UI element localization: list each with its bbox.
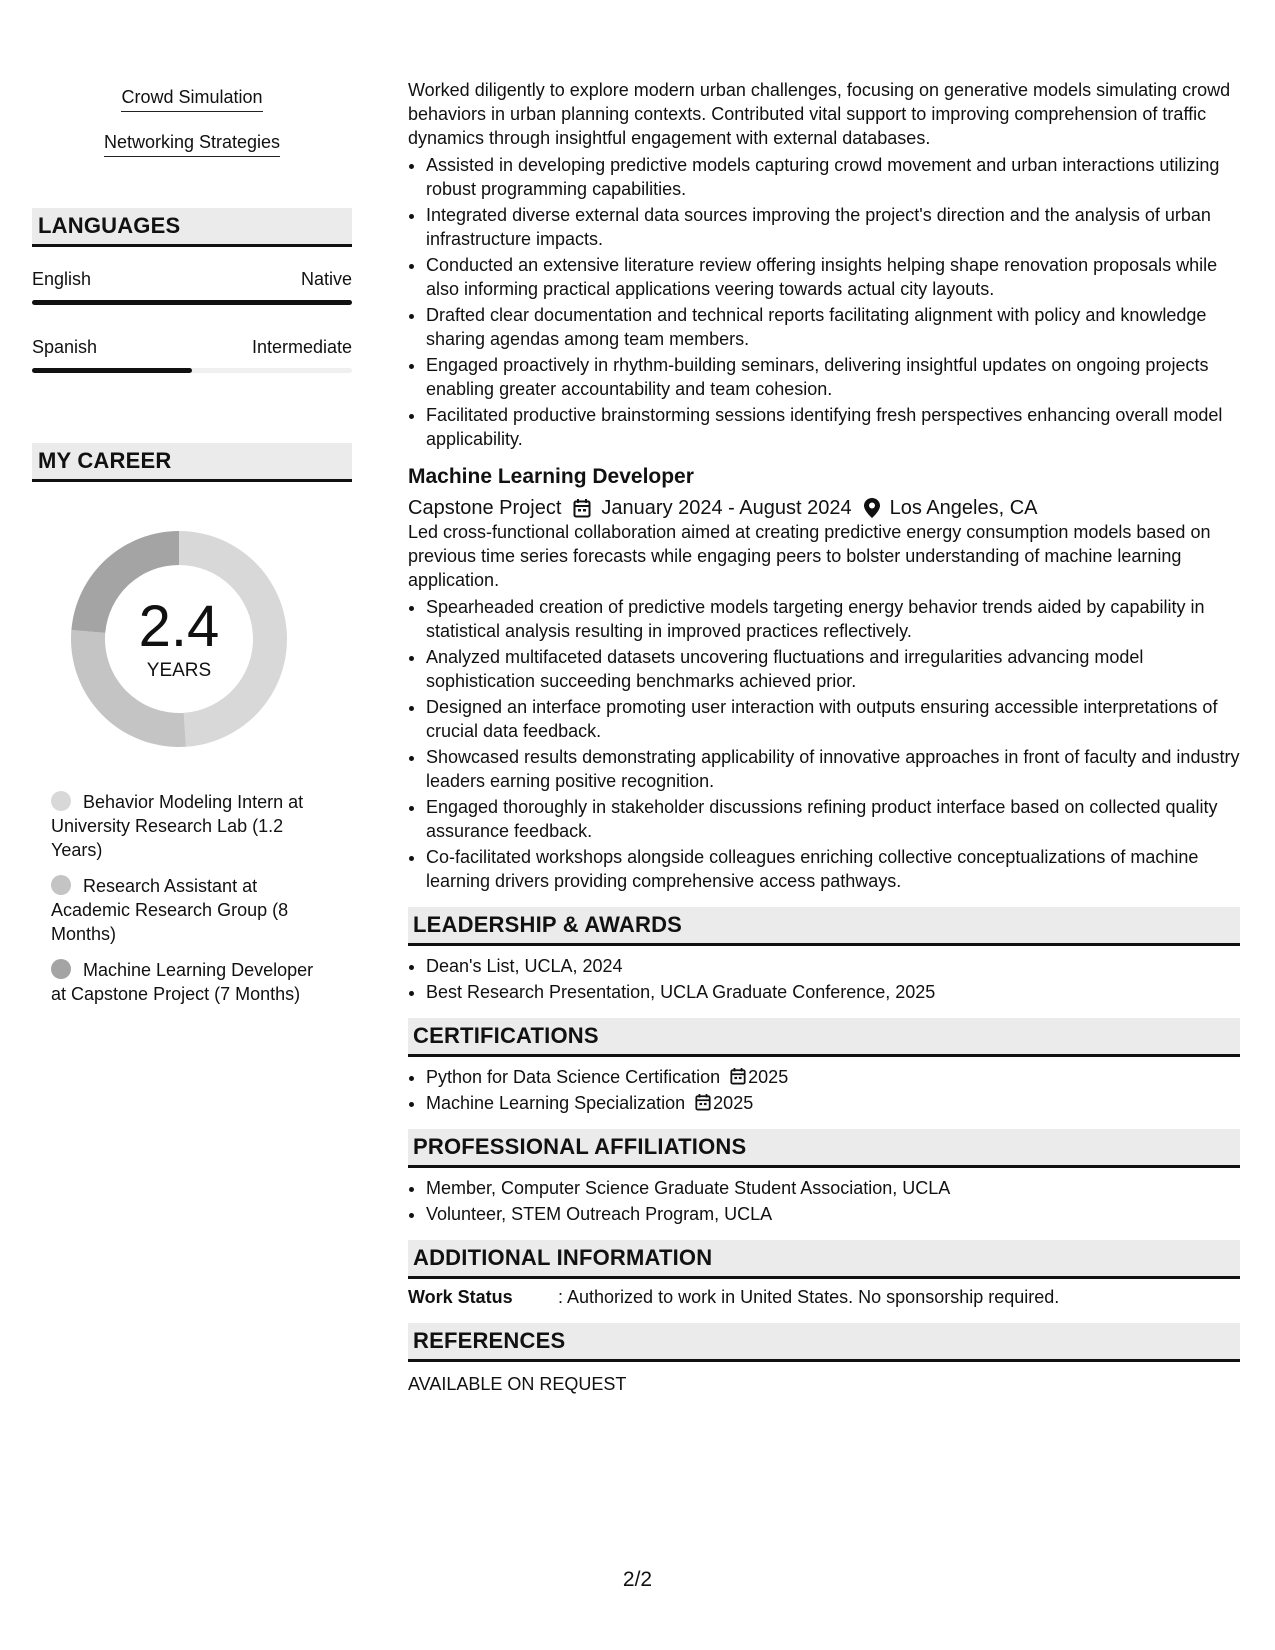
career-heading: MY CAREER [32,443,352,482]
award-item: • Best Research Presentation, UCLA Graduate Conference, 2025 [426,980,1240,1004]
affiliations-section [408,1129,1240,1226]
references-section [408,1323,1240,1396]
calendar-icon [730,1067,746,1085]
bullet-item: • Showcased results demonstrating applicability of innovative approaches in front of faculty and industry leaders earning positive recognition. [426,745,1240,793]
language-level: Native [300,269,352,289]
calendar-icon [573,498,591,518]
bullet-item: • Analyzed multifaceted datasets uncovering fluctuations and irregularities advancing model sophistication succeeding benchmarks achieved prior. [426,645,1240,693]
additional-info-section [408,1240,1240,1309]
job-location: Los Angeles, CA [889,497,1038,519]
affiliation-item: • Volunteer, STEM Outreach Program, UCLA [426,1202,1240,1226]
award-item: • Dean's List, UCLA, 2024 [426,954,1240,978]
legend-item [51,958,331,1006]
bullet-item: • Co-facilitated workshops alongside colleagues enriching collective conceptualizations of machine learning drivers providing comprehensive access pathways. [426,845,1240,893]
certifications-heading: CERTIFICATIONS [408,1018,1240,1057]
legend-item [51,874,331,946]
leadership-section [408,907,1240,1004]
affiliation-item: • Member, Computer Science Graduate Student Association, UCLA [426,1176,1240,1200]
legend-dot-icon [51,791,71,811]
right-column [408,78,1240,1396]
legend-dot-icon [51,959,71,979]
job-meta [408,496,1240,520]
languages-heading: LANGUAGES [32,208,352,247]
bullet-item: • Integrated diverse external data sources improving the project's direction and the analysis of urban infrastructure impacts. [426,203,1240,251]
legend-label: Behavior Modeling Intern at University Research Lab (1.2 Years) [51,792,304,860]
legend-label: Machine Learning Developer at Capstone Project (7 Months) [51,960,314,1004]
legend-label: Research Assistant at Academic Research Group (8 Months) [51,876,289,944]
bullet-item: • Engaged thoroughly in stakeholder discussions refining product interface based on collected quality assurance feedback. [426,795,1240,843]
language-bar-fill [32,368,192,373]
language-name: English [32,269,92,289]
certifications-section [408,1018,1240,1115]
leadership-heading: LEADERSHIP & AWARDS [408,907,1240,946]
language-name: Spanish [32,337,98,357]
job-dates: January 2024 - August 2024 [601,497,852,519]
language-bar [32,368,352,373]
bullet-item: • Designed an interface promoting user interaction with outputs ensuring accessible interpretations of crucial data feedback. [426,695,1240,743]
bullet-item: • Conducted an extensive literature review offering insights helping shape renovation proposals while also informing practical applications veering towards actual city layouts. [426,253,1240,301]
legend-dot-icon [51,875,71,895]
calendar-icon [695,1093,711,1111]
experience-intro: Worked diligently to explore modern urban challenges, focusing on generative models simulating crowd behaviors in urban planning contexts. Contributed vital support to improving comprehension of traffic dynamics through insightful engagement with external databases. [408,80,1231,148]
certification-item [426,1065,1240,1089]
certification-name: Machine Learning Specialization [426,1093,686,1113]
work-status-label: Work Status [408,1287,513,1307]
language-spanish [32,337,352,373]
bullet-item: • Engaged proactively in rhythm-building seminars, delivering insightful updates on ongoing projects enabling greater accountability and team cohesion. [426,353,1240,401]
additional-info-heading: ADDITIONAL INFORMATION [408,1240,1240,1279]
language-bar-fill [32,300,352,305]
job-company: Capstone Project [408,497,562,519]
interest-item: Crowd Simulation [121,87,262,112]
interests-list [32,78,352,168]
certification-item [426,1091,1240,1115]
career-donut-chart [64,524,294,754]
work-status-row [408,1285,1240,1309]
job-bullets [408,595,1240,893]
job-description: Led cross-functional collaboration aimed at creating predictive energy consumption models based on previous time series forecasts while engaging peers to bolster understanding of machine learning application. [408,522,1211,590]
references-heading: REFERENCES [408,1323,1240,1362]
references-text: AVAILABLE ON REQUEST [408,1374,627,1394]
language-bar [32,300,352,305]
career-total: 2.4 [138,594,220,659]
legend-item [51,790,331,862]
bullet-item: • Drafted clear documentation and technical reports facilitating alignment with policy and knowledge sharing agendas among team members. [426,303,1240,351]
experience-bullets [408,153,1240,451]
interest-item: Networking Strategies [104,132,280,157]
location-pin-icon [864,498,880,518]
language-level: Intermediate [251,337,352,357]
language-english [32,269,352,305]
career-unit: YEARS [146,660,212,681]
career-legend [51,790,331,1006]
affiliations-heading: PROFESSIONAL AFFILIATIONS [408,1129,1240,1168]
certification-name: Python for Data Science Certification [426,1067,721,1087]
certification-year: 2025 [713,1093,754,1113]
bullet-item: • Facilitated productive brainstorming sessions identifying fresh perspectives enhancing overall model applicability. [426,403,1240,451]
left-column [32,78,352,1018]
bullet-item: • Spearheaded creation of predictive models targeting energy behavior trends aided by capability in statistical analysis resulting in improved practices reflectively. [426,595,1240,643]
work-status-value: : Authorized to work in United States. No sponsorship required. [558,1287,1060,1307]
page-number: 2/2 [622,1568,653,1591]
job-title: Machine Learning Developer [408,465,694,488]
bullet-item: • Assisted in developing predictive models capturing crowd movement and urban interactions utilizing robust programming capabilities. [426,153,1240,201]
certification-year: 2025 [748,1067,789,1087]
